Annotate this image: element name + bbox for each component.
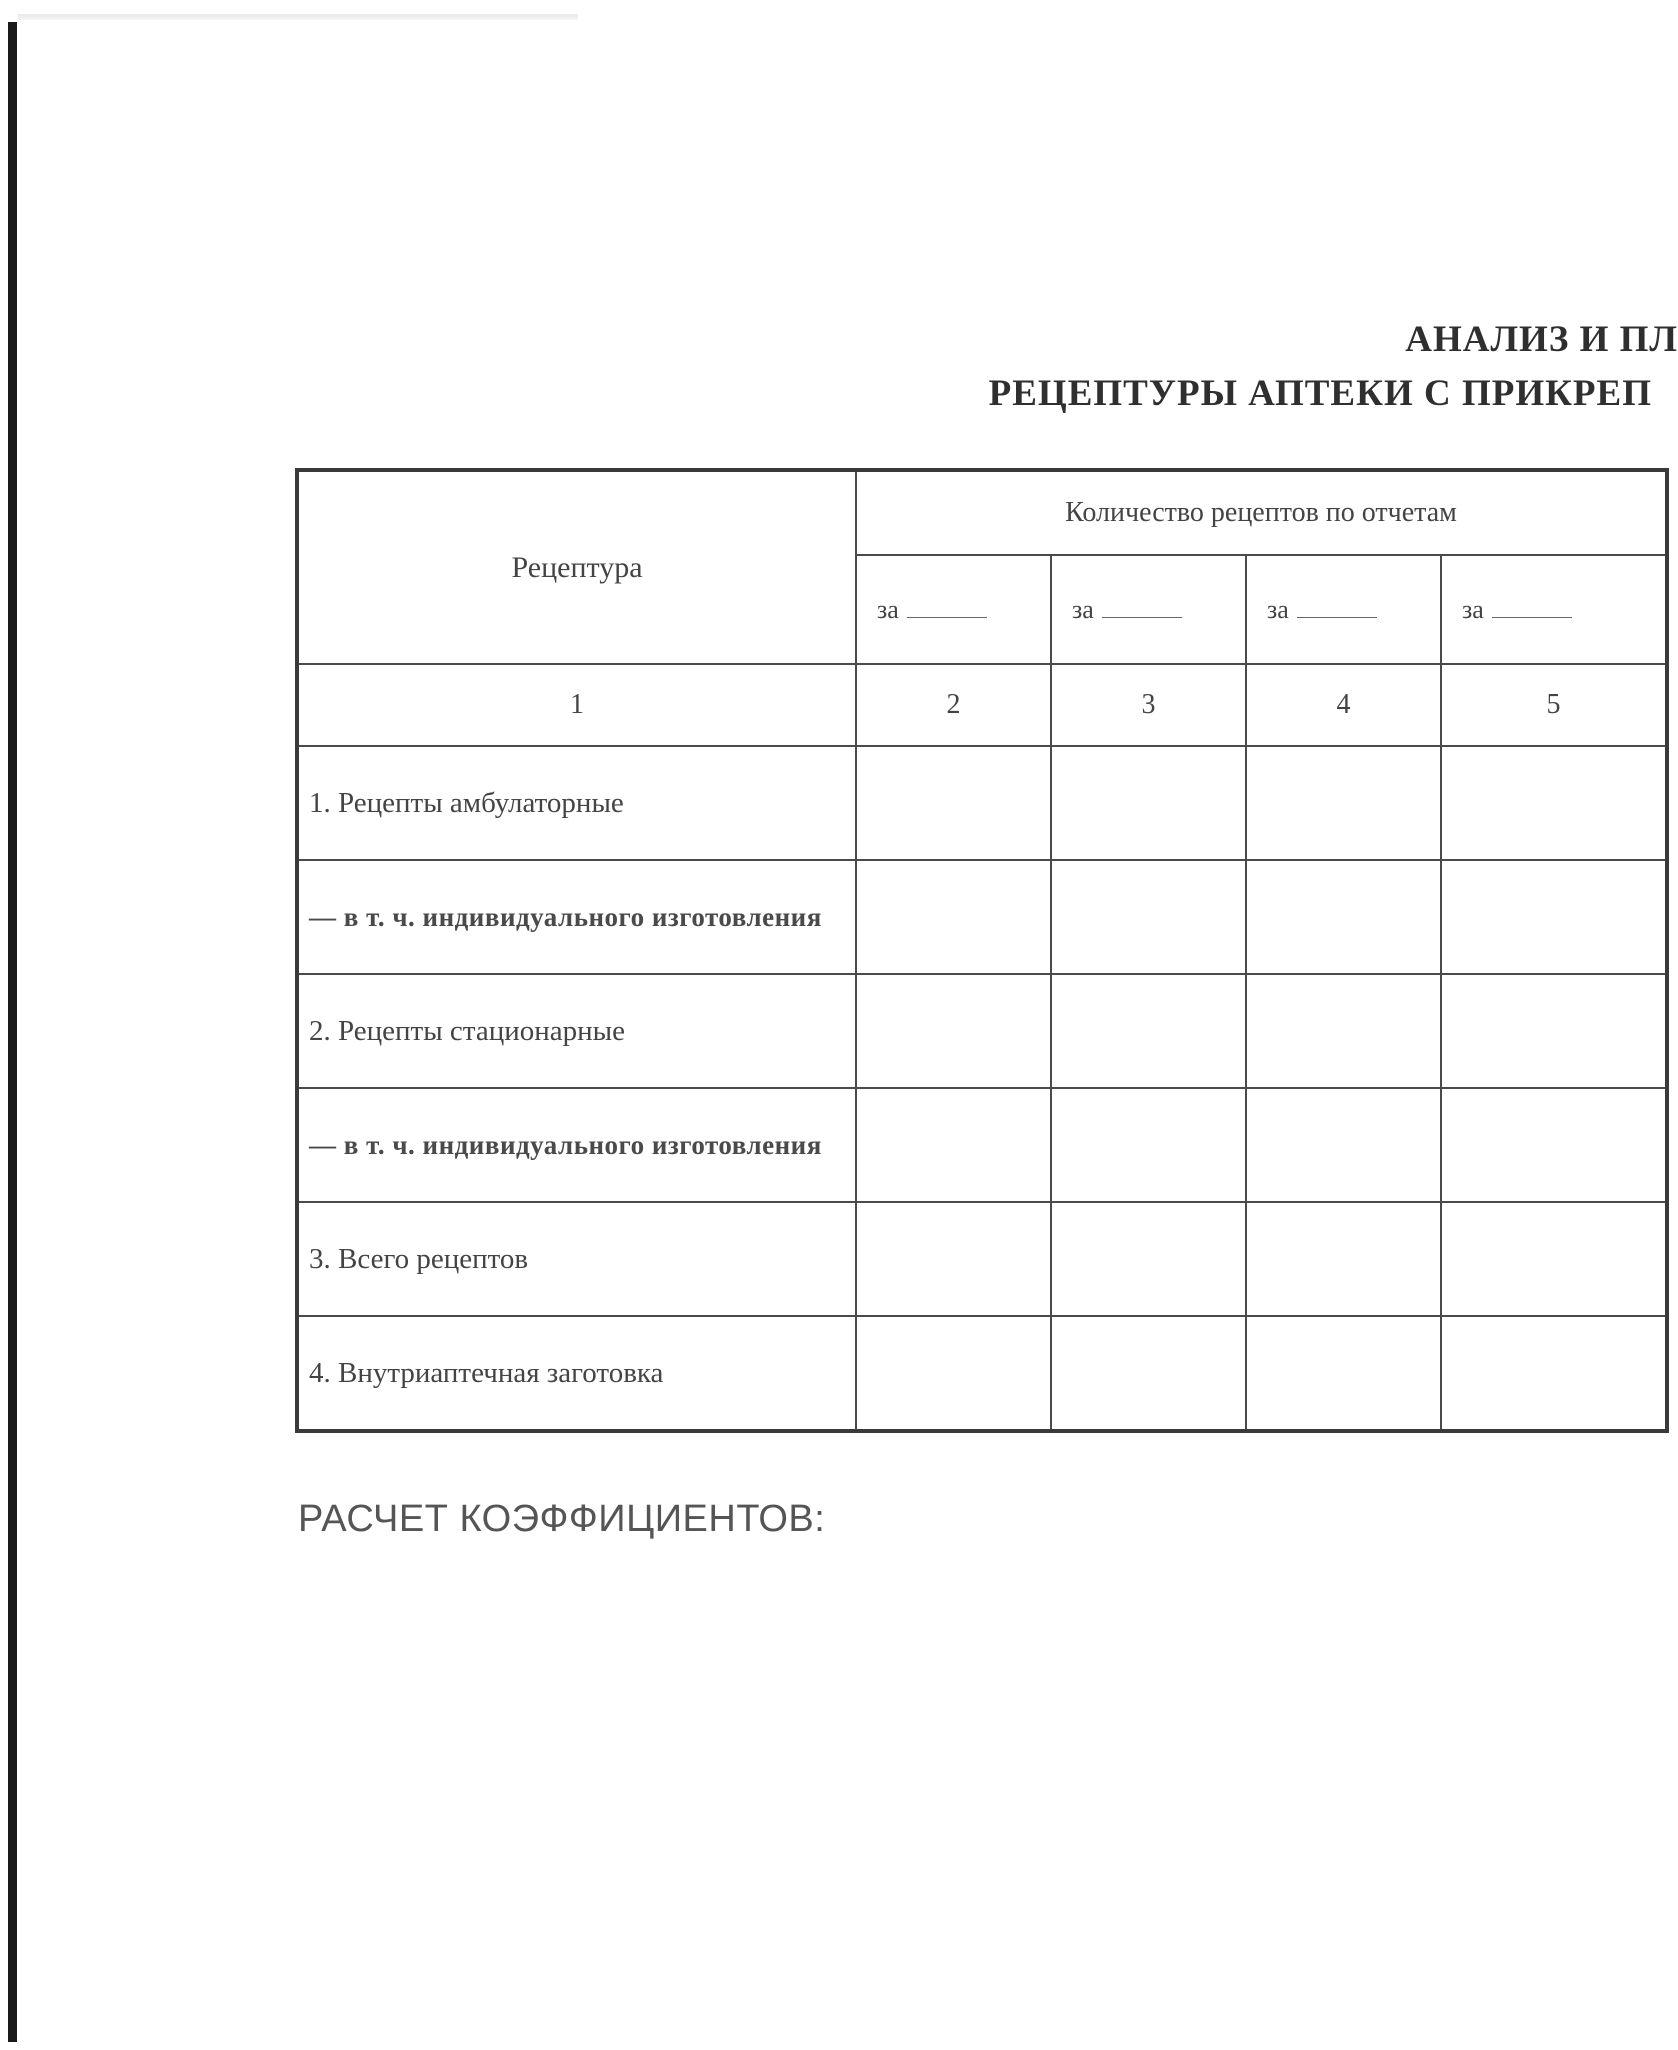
period-label: за	[1072, 594, 1094, 624]
row-label: — в т. ч. индивидуального изготовления	[297, 860, 856, 974]
table-row	[297, 746, 1667, 860]
header-recept: Рецептура	[297, 470, 856, 664]
data-cell	[1246, 746, 1441, 860]
data-cell	[1246, 1202, 1441, 1316]
period-blank	[1297, 617, 1377, 618]
column-number-5: 5	[1441, 664, 1667, 746]
recipe-analysis-table-container	[295, 468, 1626, 1440]
period-label: за	[877, 594, 899, 624]
data-cell	[856, 1202, 1051, 1316]
table-row	[297, 860, 1667, 974]
data-cell	[1051, 1088, 1246, 1202]
data-cell	[1441, 746, 1667, 860]
period-label: за	[1462, 594, 1484, 624]
header-count: Количество рецептов по отчетам	[856, 470, 1667, 555]
data-cell	[1051, 1202, 1246, 1316]
page-binding-edge	[8, 22, 17, 2042]
data-cell	[856, 1088, 1051, 1202]
column-number-3: 3	[1051, 664, 1246, 746]
column-number-2: 2	[856, 664, 1051, 746]
row-label: — в т. ч. индивидуального изготовления	[297, 1088, 856, 1202]
period-cell-2	[1051, 555, 1246, 664]
data-cell	[1441, 974, 1667, 1088]
row-label: 3. Всего рецептов	[297, 1202, 856, 1316]
data-cell	[1246, 1316, 1441, 1431]
data-cell	[856, 860, 1051, 974]
calc-heading: РАСЧЕТ КОЭФФИЦИЕНТОВ:	[298, 1498, 826, 1540]
period-blank	[1102, 617, 1182, 618]
scan-edge-line	[18, 14, 578, 20]
data-cell	[1441, 1316, 1667, 1431]
title-line-2: РЕЦЕПТУРЫ АПТЕКИ С ПРИКРЕП	[988, 373, 1652, 414]
data-cell	[1051, 974, 1246, 1088]
data-cell	[1441, 860, 1667, 974]
data-cell	[856, 1316, 1051, 1431]
data-cell	[856, 746, 1051, 860]
column-number-4: 4	[1246, 664, 1441, 746]
recipe-analysis-table	[295, 468, 1669, 1433]
table-row	[297, 1202, 1667, 1316]
title-line-1: АНАЛИЗ И ПЛ	[1405, 319, 1678, 360]
period-label: за	[1267, 594, 1289, 624]
row-label: 2. Рецепты стационарные	[297, 974, 856, 1088]
period-cell-3	[1246, 555, 1441, 664]
data-cell	[1246, 974, 1441, 1088]
data-cell	[856, 974, 1051, 1088]
table-row	[297, 1088, 1667, 1202]
row-label: 1. Рецепты амбулаторные	[297, 746, 856, 860]
period-blank	[907, 617, 987, 618]
data-cell	[1246, 860, 1441, 974]
table-row	[297, 974, 1667, 1088]
data-cell	[1051, 860, 1246, 974]
data-cell	[1246, 1088, 1441, 1202]
table-row	[297, 1316, 1667, 1431]
period-cell-4	[1441, 555, 1667, 664]
data-cell	[1441, 1088, 1667, 1202]
period-blank	[1492, 617, 1572, 618]
data-cell	[1051, 746, 1246, 860]
data-cell	[1051, 1316, 1246, 1431]
column-number-1: 1	[297, 664, 856, 746]
row-label: 4. Внутриаптечная заготовка	[297, 1316, 856, 1431]
data-cell	[1441, 1202, 1667, 1316]
period-cell-1	[856, 555, 1051, 664]
